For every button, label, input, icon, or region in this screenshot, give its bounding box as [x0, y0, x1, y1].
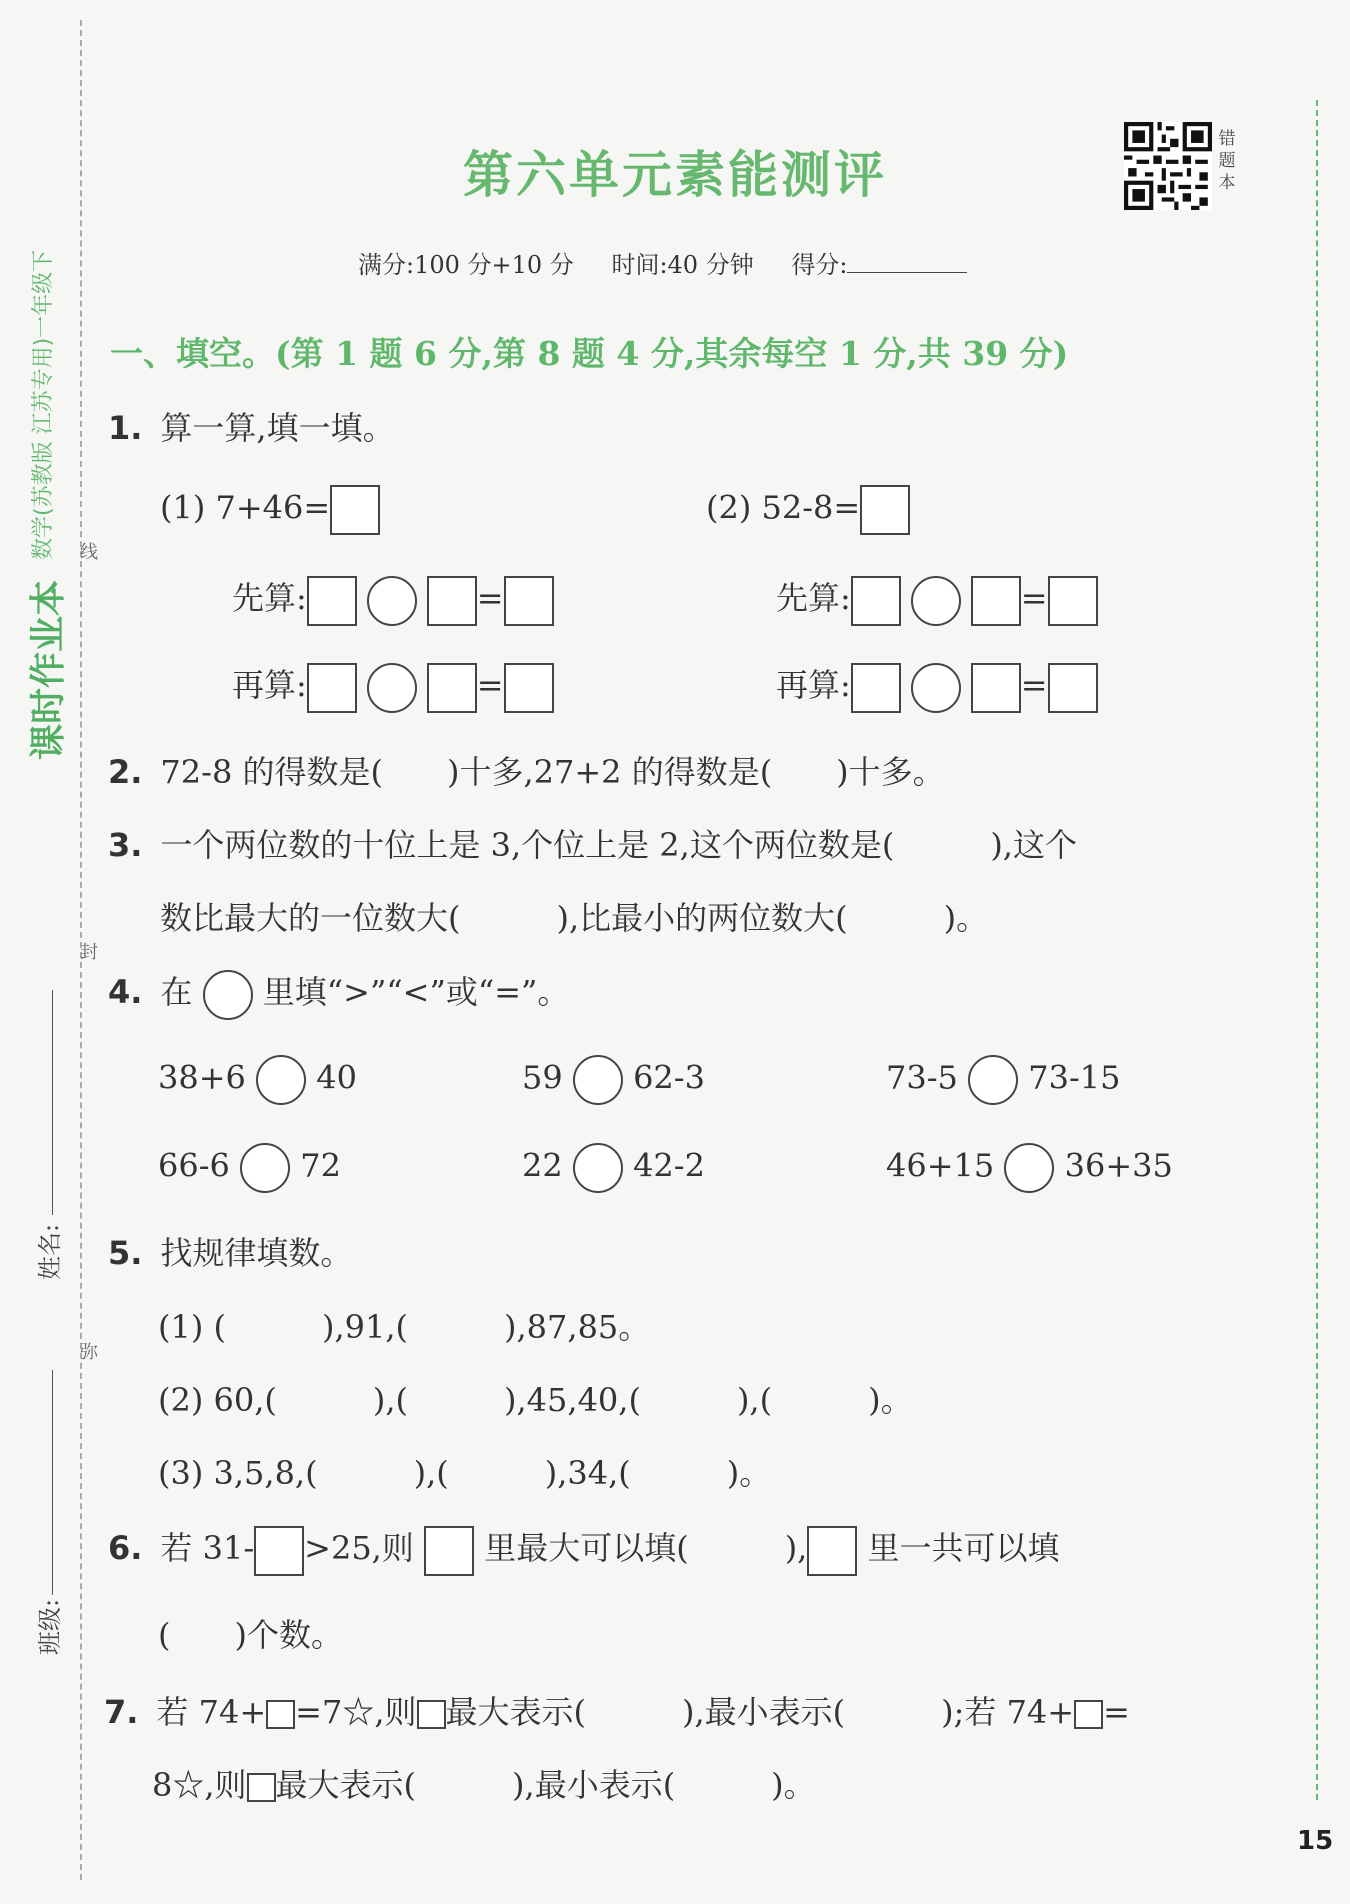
q1-part2-then-step	[776, 660, 1098, 713]
exam-info	[358, 245, 967, 280]
equals-sign: =	[1020, 579, 1048, 617]
question-1	[108, 403, 395, 449]
question-text: 72-8 的得数是( )十多,27+2 的得数是( )十多。	[160, 753, 945, 791]
compare-right: 40	[316, 1058, 357, 1097]
operator-circle[interactable]	[911, 576, 961, 626]
answer-box[interactable]	[307, 663, 357, 713]
q1-part1-then-step	[232, 660, 554, 713]
equals-sign: =	[476, 666, 504, 704]
compare-right: 36+35	[1064, 1146, 1173, 1185]
question-text: 找规律填数。	[160, 1234, 353, 1272]
section-heading: 一、填空。(第 1 题 6 分,第 8 题 4 分,其余每空 1 分,共 39 分)	[110, 334, 1069, 373]
question-5	[108, 1228, 352, 1274]
qr-code-icon	[1124, 122, 1212, 210]
qr-label: 错题本	[1218, 129, 1236, 193]
q1-part1	[160, 485, 380, 535]
question-text: >25,则	[304, 1529, 414, 1567]
question-3	[108, 820, 1077, 866]
class-field-line[interactable]	[52, 1370, 53, 1595]
compare-right: 42-2	[633, 1146, 705, 1185]
question-6-line-2: ( )个数。	[158, 1616, 343, 1654]
answer-box[interactable]	[851, 576, 901, 626]
question-text: 里最大可以填( ),	[484, 1529, 808, 1567]
compare-item	[158, 1055, 357, 1105]
compare-left: 59	[522, 1058, 563, 1097]
question-text: 在	[160, 973, 193, 1011]
answer-box[interactable]	[504, 663, 554, 713]
q5-sequence-2: (2) 60,( ),( ),45,40,( ),( )。	[158, 1381, 913, 1419]
compare-item	[522, 1143, 705, 1193]
answer-box[interactable]	[307, 576, 357, 626]
question-number: 6.	[108, 1529, 143, 1567]
compare-item	[886, 1055, 1120, 1105]
compare-left: 38+6	[158, 1058, 246, 1097]
first-step-label: 先算:	[232, 579, 307, 617]
square-symbol	[266, 1700, 295, 1729]
q1-part2	[706, 485, 910, 535]
operator-circle[interactable]	[367, 663, 417, 713]
compare-circle[interactable]	[256, 1055, 306, 1105]
operator-circle[interactable]	[911, 663, 961, 713]
spine-edition: 数学(苏教版 江苏专用)一年级下	[31, 249, 56, 560]
question-4	[108, 967, 569, 1020]
q1-part1-first-step	[232, 573, 554, 626]
answer-box-ref	[807, 1526, 857, 1576]
answer-box[interactable]	[504, 576, 554, 626]
compare-circle[interactable]	[573, 1143, 623, 1193]
then-step-label: 再算:	[776, 666, 851, 704]
question-text: =	[1103, 1693, 1130, 1731]
name-label: 姓名:	[36, 1223, 64, 1280]
name-field-line[interactable]	[52, 990, 53, 1215]
question-number: 3.	[108, 826, 143, 864]
compare-circle-example	[203, 970, 253, 1020]
binding-mark-xian: 线	[80, 542, 98, 563]
compare-left: 73-5	[886, 1058, 958, 1097]
compare-circle[interactable]	[1004, 1143, 1054, 1193]
answer-box-ref	[424, 1526, 474, 1576]
compare-item	[886, 1143, 1173, 1193]
q5-sequence-1: (1) ( ),91,( ),87,85。	[158, 1308, 651, 1346]
page-number: 15	[1297, 1826, 1334, 1856]
question-text: 8☆,则	[152, 1766, 247, 1804]
question-text: 若 74+	[156, 1693, 267, 1731]
answer-box[interactable]	[1048, 663, 1098, 713]
q5-sequence-3: (3) 3,5,8,( ),( ),34,( )。	[158, 1454, 772, 1492]
question-7	[104, 1687, 1130, 1733]
question-number: 5.	[108, 1234, 143, 1272]
equals-sign: =	[1020, 666, 1048, 704]
square-symbol	[247, 1773, 276, 1802]
question-text: 一个两位数的十位上是 3,个位上是 2,这个两位数是( ),这个	[160, 826, 1077, 864]
compare-right: 62-3	[633, 1058, 705, 1097]
question-text: 最大表示( ),最小表示( );若 74+	[445, 1693, 1075, 1731]
compare-left: 22	[522, 1146, 563, 1185]
question-number: 7.	[104, 1693, 139, 1731]
question-number: 2.	[108, 753, 143, 791]
square-symbol	[1074, 1700, 1103, 1729]
class-label: 班级:	[36, 1598, 64, 1655]
compare-right: 72	[300, 1146, 341, 1185]
question-text: 若 31-	[160, 1529, 255, 1567]
page-title: 第六单元素能测评	[463, 145, 887, 204]
question-text: 算一算,填一填。	[160, 409, 395, 447]
question-2	[108, 747, 945, 793]
q1-part2-expression: (2) 52-8=	[706, 488, 861, 527]
spine-brand: 课时作业本	[28, 579, 69, 760]
score-label: 得分:	[791, 251, 848, 279]
equals-sign: =	[476, 579, 504, 617]
compare-circle[interactable]	[573, 1055, 623, 1105]
answer-box[interactable]	[971, 576, 1021, 626]
question-text: 里填“>”“<”或“=”。	[262, 973, 570, 1011]
compare-left: 46+15	[886, 1146, 995, 1185]
answer-box[interactable]	[254, 1526, 304, 1576]
first-step-label: 先算:	[776, 579, 851, 617]
q1-part1-expression: (1) 7+46=	[160, 488, 331, 527]
operator-circle[interactable]	[367, 576, 417, 626]
question-text: =7☆,则	[295, 1693, 417, 1731]
question-6	[108, 1523, 1060, 1576]
score-blank[interactable]	[847, 272, 967, 273]
question-number: 4.	[108, 973, 143, 1011]
answer-box[interactable]	[427, 663, 477, 713]
compare-circle[interactable]	[240, 1143, 290, 1193]
binding-mark-mi: 弥	[80, 1342, 98, 1363]
question-7-line-2	[152, 1760, 816, 1806]
then-step-label: 再算:	[232, 666, 307, 704]
question-text: 里一共可以填	[867, 1529, 1060, 1567]
question-text: 最大表示( ),最小表示( )。	[275, 1766, 816, 1804]
compare-item	[522, 1055, 705, 1105]
answer-box[interactable]	[851, 663, 901, 713]
compare-item	[158, 1143, 341, 1193]
answer-box[interactable]	[971, 663, 1021, 713]
question-number: 1.	[108, 409, 143, 447]
answer-box[interactable]	[1048, 576, 1098, 626]
question-text: 数比最大的一位数大( ),比最小的两位数大( )。	[160, 899, 989, 937]
answer-box[interactable]	[330, 485, 380, 535]
square-symbol	[417, 1700, 446, 1729]
q1-part2-first-step	[776, 573, 1098, 626]
compare-circle[interactable]	[968, 1055, 1018, 1105]
time-limit: 时间:40 分钟	[611, 251, 754, 279]
binding-mark-feng: 封	[80, 942, 98, 963]
compare-left: 66-6	[158, 1146, 230, 1185]
full-marks: 满分:100 分+10 分	[358, 251, 574, 279]
compare-right: 73-15	[1028, 1058, 1121, 1097]
answer-box[interactable]	[427, 576, 477, 626]
right-margin-dashed-line	[1316, 100, 1318, 1800]
answer-box[interactable]	[860, 485, 910, 535]
question-3-line-2	[160, 893, 988, 939]
